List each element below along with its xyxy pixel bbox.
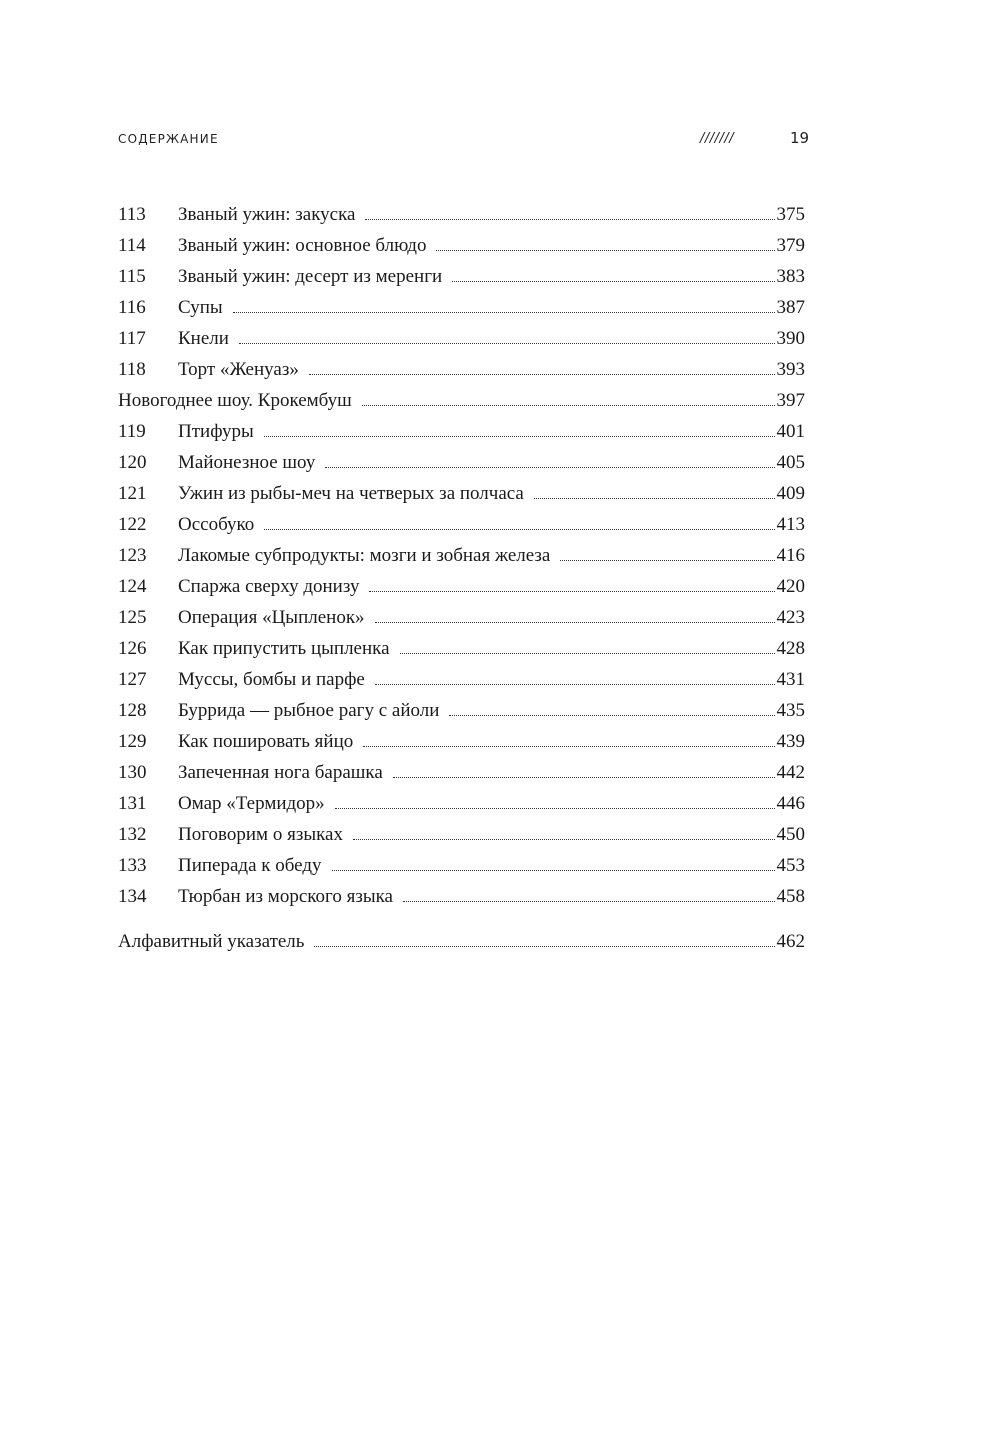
toc-entry-title: Торт «Женуаз» [178, 359, 299, 380]
dot-leader [369, 591, 774, 592]
dot-leader [353, 839, 775, 840]
toc-entry-title: Оссобуко [178, 514, 255, 535]
toc-entry [118, 323, 805, 354]
dot-leader [239, 343, 775, 344]
toc-entry-title: Новогоднее шоу. Крокембуш [118, 390, 352, 411]
toc-entry-title: Муссы, бомбы и парфе [178, 669, 365, 690]
toc-entry [118, 881, 805, 912]
toc-entry-title: Спаржа сверху донизу [178, 576, 360, 597]
toc-entry-number: 119 [118, 421, 146, 442]
toc-entry-title: Как пошировать яйцо [178, 731, 354, 752]
toc-entry-page: 397 [776, 390, 805, 411]
dot-leader [264, 529, 774, 530]
toc-entry-page: 401 [776, 421, 805, 442]
toc-entry [118, 509, 805, 540]
toc-entry [118, 695, 805, 726]
toc-entry-number: 129 [118, 731, 147, 752]
toc-entry [118, 571, 805, 602]
toc-entry-title: Операция «Цыпленок» [178, 607, 365, 628]
toc-entry [118, 230, 805, 261]
toc-entry-number: 118 [118, 359, 146, 380]
toc-entry-number: 130 [118, 762, 147, 783]
toc-entry [118, 199, 805, 230]
toc-entry-number: 113 [118, 204, 146, 225]
toc-entry-title: Птифуры [178, 421, 254, 442]
toc-entry-number: 122 [118, 514, 147, 535]
dot-leader [375, 622, 775, 623]
page-number: 19 [790, 129, 810, 147]
toc-entry-page: 387 [776, 297, 805, 318]
toc-entry-title: Буррида — рыбное рагу с айоли [178, 700, 440, 721]
toc-entry [118, 926, 805, 957]
dot-leader [375, 684, 775, 685]
header-decoration: /////// [700, 131, 735, 146]
dot-leader [325, 467, 774, 468]
toc-entry-page: 416 [776, 545, 805, 566]
toc-entry-number: 134 [118, 886, 147, 907]
toc-entry-number: 132 [118, 824, 147, 845]
toc-entry-page: 439 [776, 731, 805, 752]
dot-leader [362, 405, 775, 406]
toc-entry-title: Званый ужин: десерт из меренги [178, 266, 443, 287]
toc-entry [118, 602, 805, 633]
toc-entry-number: 127 [118, 669, 147, 690]
toc-entry-number: 117 [118, 328, 146, 349]
toc-entry-number: 114 [118, 235, 146, 256]
dot-leader [403, 901, 775, 902]
dot-leader [400, 653, 775, 654]
toc-entry [118, 788, 805, 819]
toc-entry [118, 726, 805, 757]
toc-entry [118, 354, 805, 385]
toc-entry-page: 420 [776, 576, 805, 597]
toc-entry-number: 120 [118, 452, 147, 473]
toc-entry-number: 115 [118, 266, 146, 287]
toc-entry-page: 393 [776, 359, 805, 380]
toc-entry [118, 757, 805, 788]
running-header-section: СОДЕРЖАНИЕ [118, 132, 219, 146]
toc-entry-page: 450 [776, 824, 805, 845]
toc-entry-page: 446 [776, 793, 805, 814]
toc-entry-number: 124 [118, 576, 147, 597]
toc-entry-page: 423 [776, 607, 805, 628]
toc-entry [118, 819, 805, 850]
toc-entry-page: 409 [776, 483, 805, 504]
dot-leader [314, 946, 774, 947]
toc-entry [118, 664, 805, 695]
toc-entry-title: Ужин из рыбы-меч на четверых за полчаса [178, 483, 524, 504]
toc-entry-title: Званый ужин: закуска [178, 204, 356, 225]
toc-entry [118, 478, 805, 509]
toc-entry-page: 428 [776, 638, 805, 659]
toc-entry-title: Омар «Термидор» [178, 793, 325, 814]
dot-leader [335, 808, 775, 809]
dot-leader [332, 870, 775, 871]
dot-leader [393, 777, 775, 778]
toc-entry [118, 633, 805, 664]
toc-entry [118, 292, 805, 323]
toc-entry [118, 447, 805, 478]
toc-entry [118, 261, 805, 292]
dot-leader [264, 436, 775, 437]
toc-entry-title: Поговорим о языках [178, 824, 343, 845]
dot-leader [233, 312, 775, 313]
dot-leader [363, 746, 774, 747]
toc-entry-title: Кнели [178, 328, 229, 349]
toc-entry-page: 442 [776, 762, 805, 783]
toc-entry-number: 121 [118, 483, 147, 504]
toc-entry-title: Супы [178, 297, 223, 318]
toc-entry-title: Тюрбан из морского языка [178, 886, 393, 907]
toc-entry-page: 431 [776, 669, 805, 690]
toc-entry-page: 453 [776, 855, 805, 876]
toc-entry-number: 126 [118, 638, 147, 659]
toc-entry [118, 416, 805, 447]
toc-entry-title: Как припустить цыпленка [178, 638, 390, 659]
toc-entry-title: Запеченная нога барашка [178, 762, 383, 783]
dot-leader [436, 250, 774, 251]
dot-leader [452, 281, 774, 282]
toc-entry-number: 125 [118, 607, 147, 628]
toc-entry [118, 385, 805, 416]
table-of-contents [118, 199, 805, 957]
toc-entry-page: 379 [776, 235, 805, 256]
toc-entry-page: 413 [776, 514, 805, 535]
toc-entry-number: 133 [118, 855, 147, 876]
toc-entry-title: Званый ужин: основное блюдо [178, 235, 427, 256]
dot-leader [309, 374, 775, 375]
toc-entry-page: 458 [776, 886, 805, 907]
toc-entry-number: 116 [118, 297, 146, 318]
toc-entry-page: 435 [776, 700, 805, 721]
dot-leader [534, 498, 775, 499]
toc-entry-title: Пиперада к обеду [178, 855, 322, 876]
toc-entry [118, 850, 805, 881]
dot-leader [449, 715, 774, 716]
toc-entry [118, 540, 805, 571]
dot-leader [365, 219, 774, 220]
toc-entry-title: Алфавитный указатель [118, 931, 305, 952]
toc-entry-title: Майонезное шоу [178, 452, 316, 473]
toc-entry-page: 383 [776, 266, 805, 287]
toc-entry-page: 462 [776, 931, 805, 952]
toc-entry-page: 375 [776, 204, 805, 225]
toc-entry-page: 390 [776, 328, 805, 349]
toc-entry-title: Лакомые субпродукты: мозги и зобная железа [178, 545, 551, 566]
toc-entry-number: 123 [118, 545, 147, 566]
toc-entry-page: 405 [776, 452, 805, 473]
toc-entry-number: 128 [118, 700, 147, 721]
dot-leader [560, 560, 774, 561]
toc-entry-number: 131 [118, 793, 147, 814]
